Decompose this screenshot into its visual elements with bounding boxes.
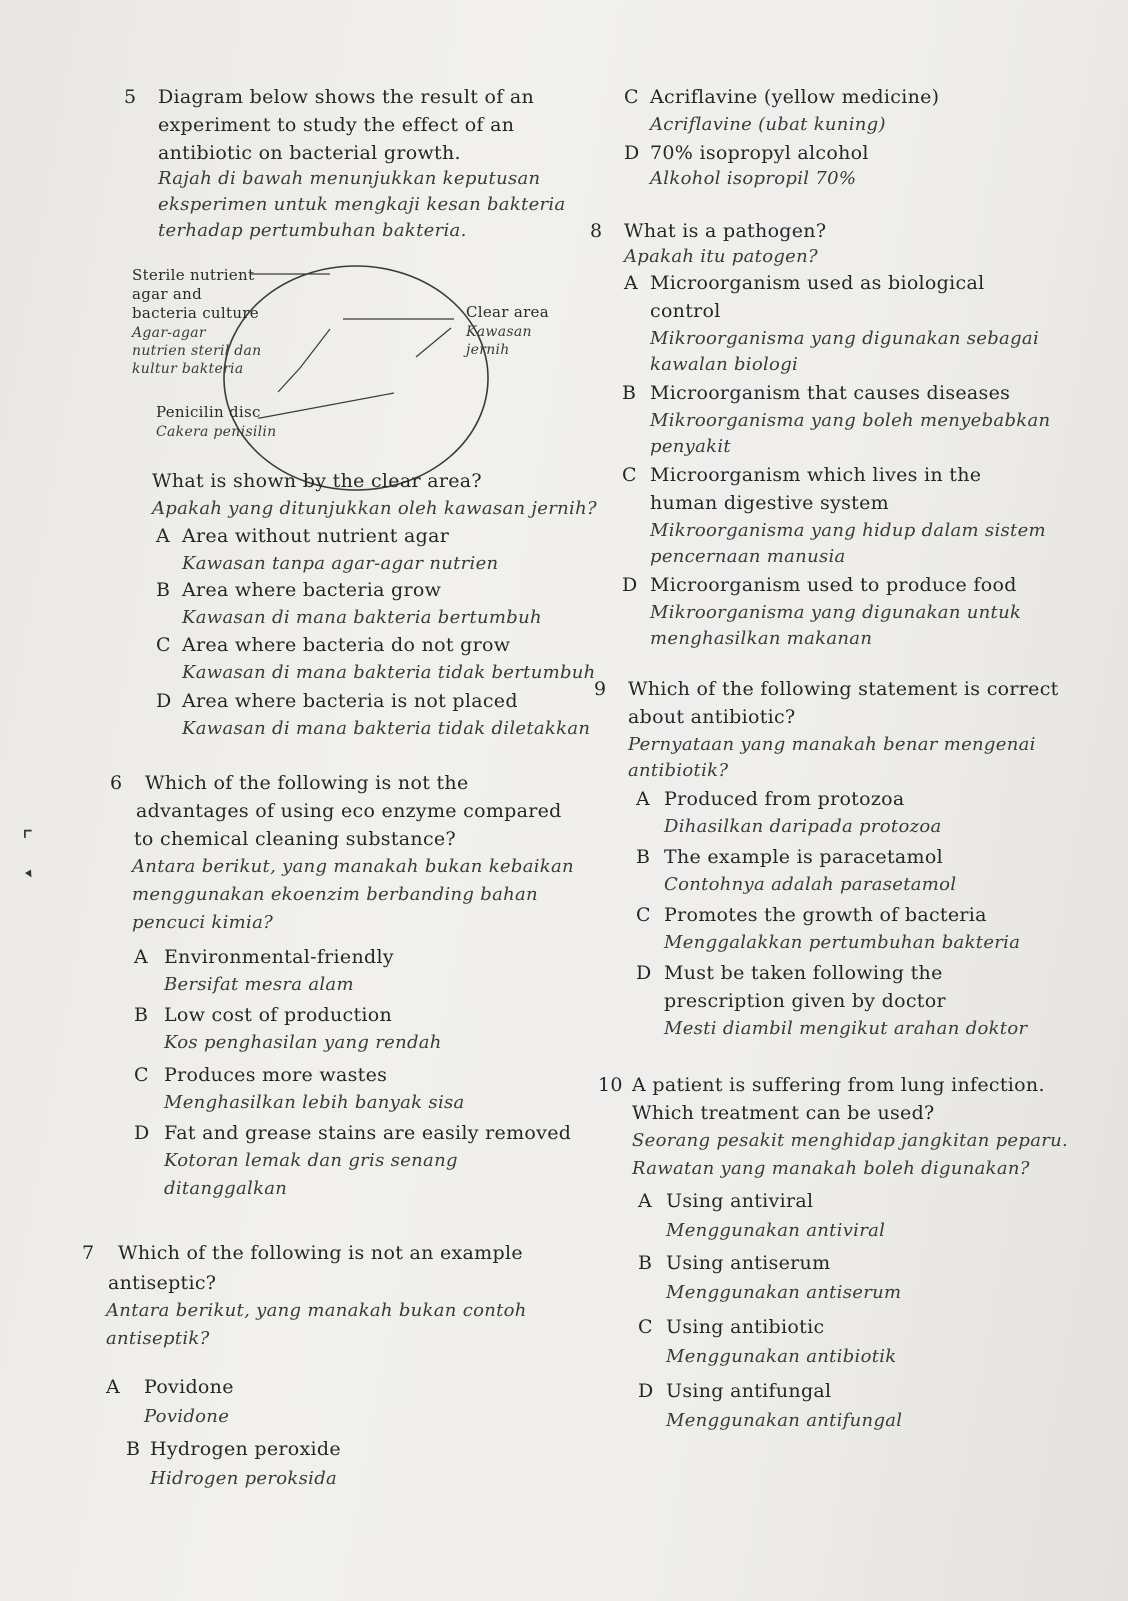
question-stem-ms: Seorang pesakit menghidap jangkitan peparu. bbox=[632, 1130, 1069, 1151]
option-text-ms: Menghasilkan lebih banyak sisa bbox=[164, 1092, 465, 1113]
agar-plate-drawing bbox=[0, 0, 590, 480]
option-text-ms: Menggunakan antibiotik bbox=[666, 1346, 897, 1367]
option-text-ms: Kos penghasilan yang rendah bbox=[164, 1032, 442, 1053]
option-text-ms: pencernaan manusia bbox=[650, 546, 846, 567]
option-letter: D bbox=[624, 142, 640, 164]
question-number: 10 bbox=[598, 1074, 623, 1096]
question-stem-ms: menggunakan ekoenzim berbanding bahan bbox=[132, 884, 538, 905]
diagram-label: Penicilin disc bbox=[156, 403, 261, 421]
option-text-en: Using antifungal bbox=[666, 1380, 832, 1402]
option-letter: D bbox=[156, 690, 172, 712]
question-number: 8 bbox=[590, 220, 603, 242]
option-text-ms: menghasilkan makanan bbox=[650, 628, 873, 649]
question-stem-ms: eksperimen untuk mengkaji kesan bakteria bbox=[158, 194, 566, 215]
option-text-en: Area where bacteria is not placed bbox=[182, 690, 518, 712]
option-text-en: Low cost of production bbox=[164, 1004, 393, 1026]
option-letter: C bbox=[134, 1064, 149, 1086]
option-text-ms: Mikroorganisma yang boleh menyebabkan bbox=[650, 410, 1051, 431]
option-text-ms: Kawasan tanpa agar-agar nutrien bbox=[182, 553, 499, 574]
option-letter: A bbox=[624, 272, 639, 294]
option-text-ms: Mesti diambil mengikut arahan doktor bbox=[664, 1018, 1028, 1039]
question-stem-ms: Pernyataan yang manakah benar mengenai bbox=[628, 734, 1036, 755]
option-text-ms: Contohnya adalah parasetamol bbox=[664, 874, 957, 895]
question-stem-en: Which treatment can be used? bbox=[632, 1102, 935, 1124]
question-stem-en: Which of the following is not the bbox=[145, 772, 469, 794]
question-stem-en: Diagram below shows the result of an bbox=[158, 86, 535, 108]
option-text-ms: Mikroorganisma yang digunakan untuk bbox=[650, 602, 1022, 623]
diagram-label: Clear area bbox=[466, 303, 549, 321]
option-text-en: Microorganism used to produce food bbox=[650, 574, 1017, 596]
question-number: 6 bbox=[110, 772, 123, 794]
question-stem-ms: Antara berikut, yang manakah bukan contoh bbox=[106, 1300, 527, 1321]
question-text-ms: Apakah yang ditunjukkan oleh kawasan jernih? bbox=[152, 498, 597, 519]
option-text-en: Microorganism used as biological bbox=[650, 272, 985, 294]
disc-leader-line bbox=[260, 393, 394, 418]
option-text-en: Area where bacteria grow bbox=[182, 579, 442, 601]
question-stem-ms: antibiotik? bbox=[628, 760, 729, 781]
question-number: 9 bbox=[594, 678, 607, 700]
option-text-en: Must be taken following the bbox=[664, 962, 943, 984]
option-text-ms: Mikroorganisma yang hidup dalam sistem bbox=[650, 520, 1046, 541]
option-letter: C bbox=[624, 86, 639, 108]
question-stem-en: about antibiotic? bbox=[628, 706, 796, 728]
option-text-en: prescription given by doctor bbox=[664, 990, 946, 1012]
option-text-ms: Dihasilkan daripada protozoa bbox=[664, 816, 942, 837]
option-letter: C bbox=[638, 1316, 653, 1338]
option-letter: D bbox=[134, 1122, 150, 1144]
option-text-ms: Menggunakan antifungal bbox=[666, 1410, 903, 1431]
question-stem-ms: Rawatan yang manakah boleh digunakan? bbox=[632, 1158, 1030, 1179]
petri-dish-outline bbox=[224, 266, 488, 490]
question-stem-en: antiseptic? bbox=[108, 1272, 217, 1294]
question-number: 7 bbox=[82, 1242, 95, 1264]
question-stem-en: experiment to study the effect of an bbox=[158, 114, 515, 136]
diagram-label: agar and bbox=[132, 285, 203, 303]
option-text-ms: penyakit bbox=[650, 436, 731, 457]
option-text-ms: Menggalakkan pertumbuhan bakteria bbox=[664, 932, 1021, 953]
option-letter: A bbox=[106, 1376, 121, 1398]
option-text-ms: Povidone bbox=[144, 1406, 230, 1427]
option-letter: A bbox=[156, 525, 171, 547]
option-letter: A bbox=[636, 788, 651, 810]
question-stem-ms: Apakah itu patogen? bbox=[624, 246, 818, 267]
option-text-ms: Menggunakan antiserum bbox=[666, 1282, 902, 1303]
diagram-label: Sterile nutrient bbox=[132, 266, 255, 284]
option-text-ms: Kawasan di mana bakteria tidak bertumbuh bbox=[182, 662, 596, 683]
option-text-en: control bbox=[650, 300, 721, 322]
option-text-ms: ditanggalkan bbox=[164, 1178, 288, 1199]
question-text-en: What is shown by the clear area? bbox=[152, 470, 482, 492]
option-text-en: Acriflavine (yellow medicine) bbox=[650, 86, 940, 108]
option-text-en: Area where bacteria do not grow bbox=[182, 634, 511, 656]
option-letter: C bbox=[636, 904, 651, 926]
clear-area-pointer-1 bbox=[278, 329, 330, 392]
option-text-ms: Menggunakan antiviral bbox=[666, 1220, 886, 1241]
option-text-en: human digestive system bbox=[650, 492, 889, 514]
option-text-en: Povidone bbox=[144, 1376, 234, 1398]
option-text-en: Environmental-friendly bbox=[164, 946, 394, 968]
clear-area-pointer-2 bbox=[416, 328, 451, 357]
option-letter: B bbox=[134, 1004, 149, 1026]
diagram-label: Kawasan bbox=[466, 324, 532, 340]
question-stem-en: A patient is suffering from lung infection. bbox=[632, 1074, 1045, 1096]
question-stem-en: Which of the following is not an example bbox=[118, 1242, 523, 1264]
question-stem-en: to chemical cleaning substance? bbox=[134, 828, 456, 850]
question-stem-en: Which of the following statement is correct bbox=[628, 678, 1059, 700]
question-stem-en: antibiotic on bacterial growth. bbox=[158, 142, 461, 164]
question-stem-ms: pencuci kimia? bbox=[132, 912, 274, 933]
diagram-label: jernih bbox=[466, 342, 510, 358]
option-text-en: Fat and grease stains are easily removed bbox=[164, 1122, 572, 1144]
margin-mark: ▾ bbox=[22, 865, 37, 883]
option-text-ms: kawalan biologi bbox=[650, 354, 799, 375]
option-letter: A bbox=[134, 946, 149, 968]
option-letter: B bbox=[636, 846, 651, 868]
option-letter: C bbox=[622, 464, 637, 486]
question-stem-ms: Rajah di bawah menunjukkan keputusan bbox=[158, 168, 541, 189]
option-text-ms: Kawasan di mana bakteria bertumbuh bbox=[182, 607, 542, 628]
option-letter: B bbox=[126, 1438, 141, 1460]
question-stem-ms: terhadap pertumbuhan bakteria. bbox=[158, 220, 467, 241]
option-text-ms: Hidrogen peroksida bbox=[150, 1468, 338, 1489]
question-stem-en: What is a pathogen? bbox=[624, 220, 827, 242]
option-letter: A bbox=[638, 1190, 653, 1212]
option-letter: B bbox=[638, 1252, 653, 1274]
option-text-en: Using antiviral bbox=[666, 1190, 814, 1212]
question-stem-en: advantages of using eco enzyme compared bbox=[136, 800, 562, 822]
option-text-en: Promotes the growth of bacteria bbox=[664, 904, 987, 926]
option-letter: B bbox=[622, 382, 637, 404]
option-text-en: The example is paracetamol bbox=[664, 846, 943, 868]
diagram-label: kultur bakteria bbox=[132, 361, 244, 377]
option-text-en: 70% isopropyl alcohol bbox=[650, 142, 869, 164]
option-letter: C bbox=[156, 634, 171, 656]
option-text-ms: Kawasan di mana bakteria tidak diletakkan bbox=[182, 718, 591, 739]
question-stem-ms: antiseptik? bbox=[106, 1328, 210, 1349]
option-text-ms: Kotoran lemak dan gris senang bbox=[164, 1150, 458, 1171]
diagram-label: nutrien steril dan bbox=[132, 343, 262, 359]
margin-mark: ⌜ bbox=[22, 826, 34, 854]
question-number: 5 bbox=[124, 86, 137, 108]
diagram-label: Cakera penisilin bbox=[156, 424, 277, 440]
option-letter: D bbox=[636, 962, 652, 984]
option-text-ms: Bersifat mesra alam bbox=[164, 974, 354, 995]
option-text-en: Using antiserum bbox=[666, 1252, 831, 1274]
diagram-label: bacteria culture bbox=[132, 304, 259, 322]
option-text-en: Microorganism which lives in the bbox=[650, 464, 982, 486]
option-text-en: Hydrogen peroxide bbox=[150, 1438, 341, 1460]
option-text-en: Microorganism that causes diseases bbox=[650, 382, 1011, 404]
option-text-ms: Mikroorganisma yang digunakan sebagai bbox=[650, 328, 1040, 349]
option-letter: D bbox=[622, 574, 638, 596]
option-letter: B bbox=[156, 579, 171, 601]
option-text-en: Using antibiotic bbox=[666, 1316, 825, 1338]
option-text-ms: Alkohol isopropil 70% bbox=[650, 168, 857, 189]
diagram-label: Agar-agar bbox=[132, 325, 206, 341]
option-letter: D bbox=[638, 1380, 654, 1402]
option-text-en: Area without nutrient agar bbox=[182, 525, 450, 547]
option-text-en: Produces more wastes bbox=[164, 1064, 388, 1086]
option-text-ms: Acriflavine (ubat kuning) bbox=[650, 114, 886, 135]
question-stem-ms: Antara berikut, yang manakah bukan kebaikan bbox=[132, 856, 574, 877]
option-text-en: Produced from protozoa bbox=[664, 788, 905, 810]
